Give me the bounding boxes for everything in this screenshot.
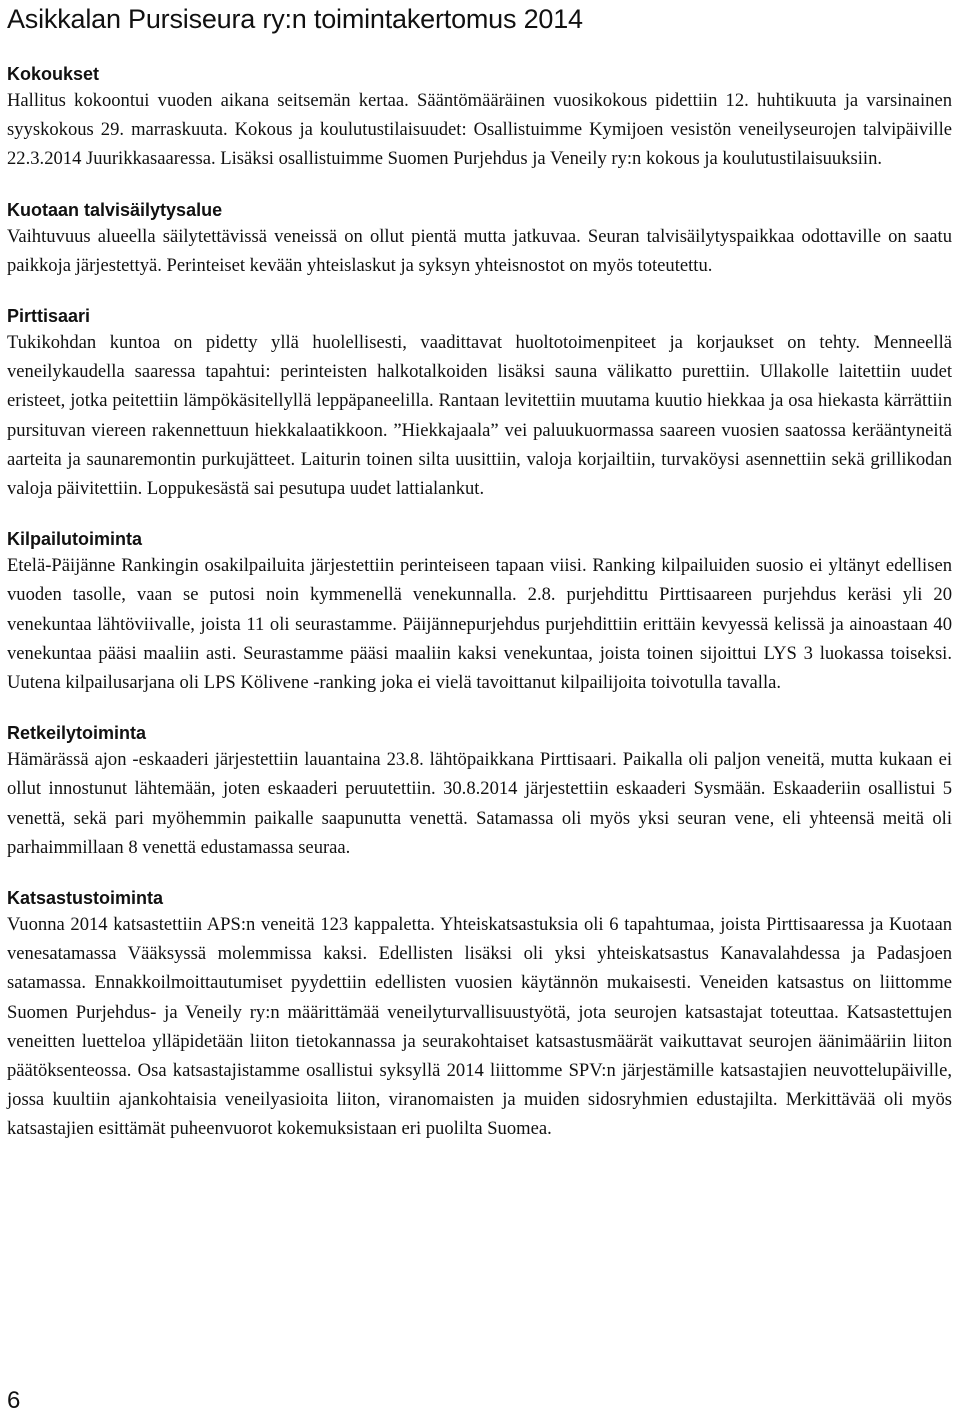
document-page: [7, 0, 952, 1144]
section-katsastustoiminta: [7, 886, 952, 1144]
section-body-pirttisaari: Tukikohdan kuntoa on pidetty yllä huolellisesti, vaadittavat huoltotoimenpiteet ja korjaukset on tehty. Menneellä veneilykaudella saaressa tapahtui: perinteisten halkotalkoiden lisäksi sauna välikatto purettiin. Ullakolle laitettiin uudet eristeet, jotka peitettiin lämpökäsitellyllä leppäpaneelilla. Rantaan levitettiin muutama kuutio hiekkaa ja osa hiekasta kärrättiin pursituvan viereen rakennettuun hiekkalaatikkoon. ”Hiekkajaala” vei paluukuormassa saareen vuosien saatossa kerääntyneitä aarteita ja saunaremontin purkujätteet. Laiturin toinen silta uusittiin, valoja korjailtiin, turvaköysi asennettiin sekä grillikodan valoja päivitettiin. Loppukesästä sai pesutupa uudet lattialankut.: [7, 332, 952, 500]
section-body-katsastustoiminta: Vuonna 2014 katsastettiin APS:n veneitä 123 kappaletta. Yhteiskatsastuksia oli 6 tapahtumaa, joista Pirttisaaressa ja Kuotaan venesatamassa Vääksyssä molemmissa kaksi. Edellisten lisäksi oli yksi yhteiskatsastus Kanavalahdessa ja Padasjoen satamassa. Ennakkoilmoittautumiset pyydettiin edellisten vuosien käytännön mukaisesti. Veneiden katsastus on liittomme Suomen Purjehdus- ja Veneily ry:n määrittämää veneilyturvallisuustyötä, jota seurojen katsastajat toteuttaa. Katsastettujen veneitten luetteloa ylläpidetään liiton tietokannassa ja seurakohtaiset katsastusmäärät vaikuttavat seurojen äänimääriin liiton päätöksenteossa. Osa katsastajistamme osallistui syksyllä 2014 liittomme SPV:n järjestämille katsastajien neuvottelupäiville, jossa kuultiin ajankohtaisia veneilyasioita liiton, viranomaisten ja muiden sidosryhmien edustajilta. Merkittävää oli myös katsastajien esittämät puheenvuorot kokemuksistaan eri puolilta Suomea.: [7, 914, 952, 1140]
section-body-retkeilytoiminta: Hämärässä ajon -eskaaderi järjestettiin lauantaina 23.8. lähtöpaikkana Pirttisaari. Paikalla oli paljon veneitä, mutta kukaan ei ollut innostunut lähtemään, joten eskaaderi peruutettiin. 30.8.2014 järjestettiin eskaaderi Sysmään. Eskaaderiin osallistui 5 venettä, sekä pari myöhemmin paikalle saapunutta venettä. Satamassa oli myös yksi seuran vene, eli yhteensä meitä oli parhaimmillaan 8 venettä edustamassa seuraa.: [7, 749, 952, 858]
section-kuotaan-talvisailytysalue: [7, 198, 952, 280]
section-heading-kilpailutoiminta: Kilpailutoiminta: [7, 529, 142, 550]
section-heading-kokoukset: Kokoukset: [7, 64, 100, 84]
section-kokoukset: [7, 62, 952, 174]
section-pirttisaari: [7, 304, 952, 503]
page-number: 6: [7, 1387, 21, 1414]
section-kilpailutoiminta: [7, 527, 952, 697]
section-body-kuotaan-talvisailytysalue: Vaihtuvuus alueella säilytettävissä veneissä on ollut pientä mutta jatkuvaa. Seuran talvisäilytyspaikkaa odottaville on saatu paikkoja järjestettyä. Perinteiset kevään yhteislaskut ja syksyn yhteisnostot on myös toteutettu.: [7, 225, 952, 276]
section-body-kilpailutoiminta: Etelä-Päijänne Rankingin osakilpailuita järjestettiin perinteiseen tapaan viisi. Ranking kilpailuiden suosio ei yltänyt edellisen vuoden tasolle, vaan se putosi noin kymmenellä venekunnalla. 2.8. purjehdittu Pirttisaareen purjehdus keräsi yli 20 venekuntaa lähtöviivalle, joista 11 oli seurastamme. Päijännepurjehdus purjehdittiin erittäin kevyessä kelissä ja ainoastaan 40 venekuntaa pääsi maaliin asti. Seurastamme pääsi maaliin kaksi venekuntaa, joista toinen sijoittui LYS 3 luokassa toiseksi. Uutena kilpailusarjana oli LPS Kölivene -ranking joka ei vielä tavoittanut kilpailijoita toivotulla tavalla.: [7, 555, 952, 694]
section-heading-pirttisaari: Pirttisaari: [7, 306, 91, 327]
section-body-kokoukset: Hallitus kokoontui vuoden aikana seitsemän kertaa. Sääntömääräinen vuosikokous pidettiin 12. huhtikuuta ja varsinainen syyskokous 29. marraskuuta. Kokous ja koulutustilaisuudet: Osallistuimme Kymijoen vesistön veneilyseurojen talvipäiville 22.3.2014 Juurikkasaaressa. Lisäksi osallistuimme Suomen Purjehdus ja Veneily ry:n kokous ja koulutustilaisuuksiin.: [7, 90, 952, 170]
section-heading-katsastustoiminta: Katsastustoiminta: [7, 888, 164, 909]
document-title: Asikkalan Pursiseura ry:n toimintakertomus 2014: [7, 4, 583, 34]
section-retkeilytoiminta: [7, 721, 952, 862]
section-heading-kuotaan-talvisailytysalue: Kuotaan talvisäilytysalue: [7, 199, 223, 220]
section-heading-retkeilytoiminta: Retkeilytoiminta: [7, 723, 147, 744]
